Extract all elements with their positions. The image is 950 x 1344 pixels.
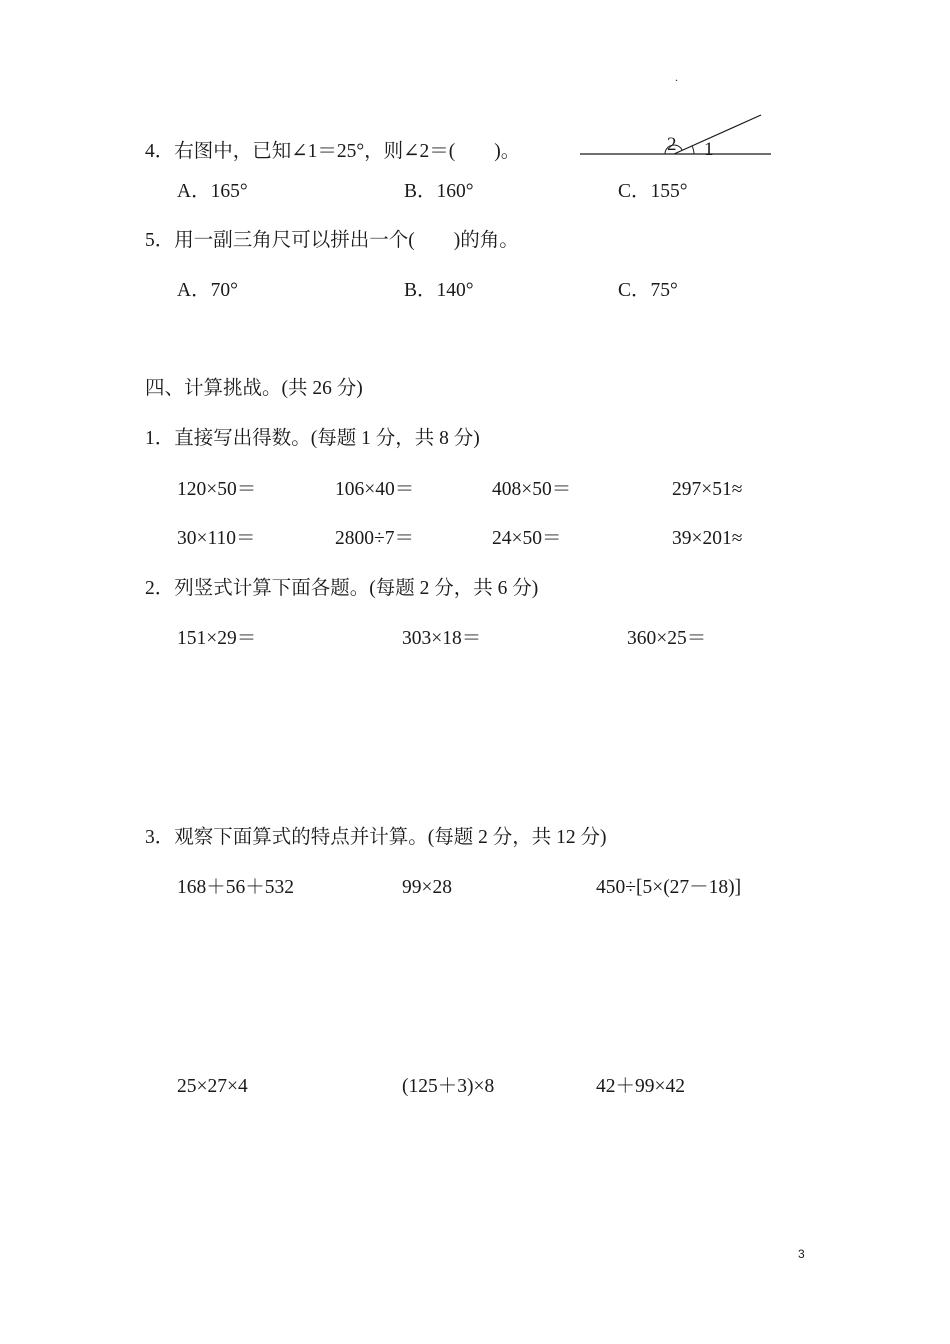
part2-item: 360×25＝: [627, 628, 707, 649]
angle-arc-1: [692, 146, 694, 154]
part2-item: 303×18＝: [402, 628, 482, 649]
part1-item: 408×50＝: [492, 479, 572, 500]
angle-label-1: 1: [704, 139, 714, 160]
part1-item: 106×40＝: [335, 479, 415, 500]
part3-item: 25×27×4: [177, 1076, 248, 1097]
q5-option-c: C．75°: [618, 280, 678, 301]
part3-item: (125＋3)×8: [402, 1076, 495, 1097]
part1-item: 30×110＝: [177, 528, 256, 549]
part3-item: 168＋56＋532: [177, 877, 295, 898]
part3-item: 99×28: [402, 877, 452, 898]
part3-item: 450÷[5×(27－18)]: [596, 877, 742, 898]
q4-option-a: A．165°: [177, 181, 248, 202]
q5-option-a: A．70°: [177, 280, 238, 301]
part1-item: 120×50＝: [177, 479, 257, 500]
ray-line: [674, 115, 761, 154]
part2-title: 2．列竖式计算下面各题。(每题 2 分，共 6 分): [145, 578, 539, 599]
section-title: 四、计算挑战。(共 26 分): [145, 378, 363, 399]
part1-title: 1．直接写出得数。(每题 1 分，共 8 分): [145, 428, 480, 449]
part1-item: 24×50＝: [492, 528, 562, 549]
q4-stem: 4．右图中，已知∠1＝25°，则∠2＝( )。: [145, 141, 521, 162]
part1-item: 39×201≈: [672, 528, 743, 549]
q4-option-b: B．160°: [404, 181, 474, 202]
page-number: 3: [798, 1247, 805, 1261]
part3-item: 42＋99×42: [596, 1076, 685, 1097]
part1-item: 297×51≈: [672, 479, 743, 500]
stray-mark: .: [675, 70, 678, 84]
q5-option-b: B．140°: [404, 280, 474, 301]
q4-option-c: C．155°: [618, 181, 688, 202]
part3-title: 3．观察下面算式的特点并计算。(每题 2 分，共 12 分): [145, 827, 607, 848]
part2-item: 151×29＝: [177, 628, 257, 649]
part1-item: 2800÷7＝: [335, 528, 414, 549]
angle-label-2: 2: [667, 134, 677, 155]
q5-stem: 5．用一副三角尺可以拼出一个( )的角。: [145, 230, 519, 251]
angle-figure: [578, 110, 774, 162]
